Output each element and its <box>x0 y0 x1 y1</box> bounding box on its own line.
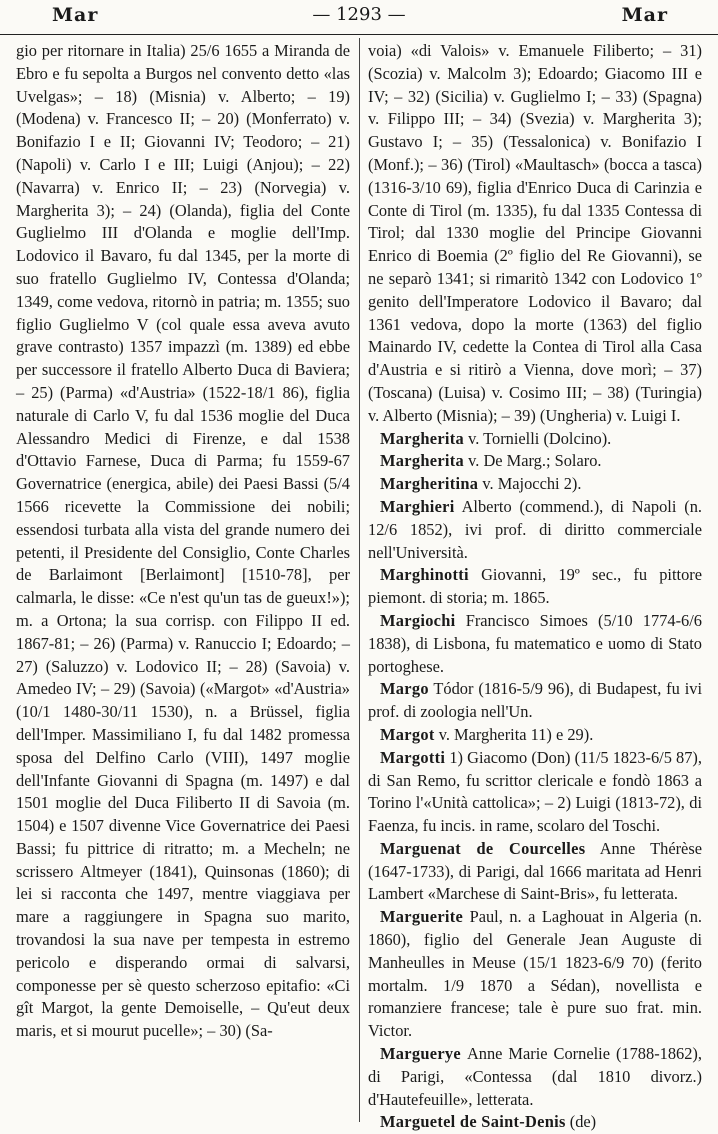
dictionary-entry <box>368 496 702 564</box>
entry-text: Paul, n. a Laghouat in Algeria (n. 1860), figlio del Generale Jean Auguste di Manheulles in Meuse (15/1 1823-6/9 70) (ferito mortalm. 1/9 1870 a Sédan), novellista e romanziere francese; tale è pure suo frat. min. Victor. <box>368 907 702 1041</box>
entry-text: v. Margherita 11) e 29). <box>434 724 594 744</box>
entry-text: Alberto (commend.), di Napoli (n. 12/6 1852), ivi prof. di diritto commerciale nell'Università. <box>368 496 702 562</box>
entry-headword: Margueryе <box>380 1044 461 1064</box>
entry-text: Giovanni, 19º sec., fu pittore piemont. di storia; m. 1865. <box>368 565 702 608</box>
dictionary-entry <box>368 1043 702 1111</box>
entry-headword: Marghieri <box>380 496 455 516</box>
entry-headword: Marguerite <box>380 907 464 927</box>
dictionary-entry <box>368 906 702 1043</box>
entry-headword: Marghinotti <box>380 565 469 585</box>
dictionary-entry <box>368 564 702 610</box>
right-column-continuation: voia) «di Valois» v. Emanuele Filiberto; – 31) (Scozia) v. Malcolm 3); Edoardo; Giacomo III e IV; – 32) (Sicilia) v. Guglielmo I; – 33) (Spagna) v. Filippo III; – 34) (Svezia) v. Margherita 3); Gustavo I; – 35) (Tessalonica) v. Bonifazio I (Monf.); – 36) (Tirol) «Maultasch» (bocca a tasca) (1316-3/10 69), figlia d'Enrico Duca di Carinzia e Conte di Tirol (m. 1335), fu dal 1335 Contessa di Tirol; dal 1330 moglie del Principe Giovanni Enrico di Boemia (2º figlio del Re Giovanni), se ne separò 1341; si rimaritò 1342 con Lodovico 1º genito dell'Imperatore Lodovico il Bavaro; dal 1361 vedova, dopo la morte (1363) del figlio Mainardo IV, cedette la Contea di Tirol alla Casa d'Austria e si ritirò a Vienna, dove morì; – 37) (Toscana) (Luisa) v. Cosimo III; – 38) (Turingia) v. Alberto (Misnia); – 39) (Ungheria) v. Luigi I. <box>368 41 702 425</box>
entry-text: Anne Marie Cornelie (1788-1862), di Parigi, «Contessa (dal 1810 divorz.) d'Hautefeuille», letterata. <box>368 1044 702 1109</box>
dictionary-entry <box>368 473 702 496</box>
entry-text: (de) <box>565 1112 597 1132</box>
left-column-text: gio per ritornare in Italia) 25/6 1655 a Miranda de Ebro e fu sepolta a Burgos nel convento detto «las Uvelgas»; – 18) (Misnia) v. Alberto; – 19) (Modena) v. Francesco II; – 20) (Monferrato) v. Bonifazio I e II; Giovanni IV; Teodoro; – 21) (Napoli) v. Carlo I e III; Luigi (Anjou); – 22) (Navarra) v. Enrico II; – 23) (Norvegia) v. Margherita 3); – 24) (Olanda), figlia del Conte Guglielmo III d'Olanda e moglie dell'Imp. Lodovico il Bavaro, fu dal 1345, per la morte di suo fratello Guglielmo IV, Contessa d'Olanda; 1349, come vedova, ritornò in patria; m. 1355; suo figlio Guglielmo V (col quale essa aveva avuto grave contrasto) 1357 impazzì (m. 1389) ed ebbe per successore il fratello Alberto Duca di Baviera; – 25) (Parma) «d'Austria» (1522-18/1 86), figlia naturale di Carlo V, fu dal 1536 moglie del Duca Alessandro Medici di Firenze, e dal 1538 d'Ottavio Farnese, Duca di Parma; fu 1559-67 Governatrice (energica, abile) dei Paesi Bassi (5/4 1566 ricevette la Commissione dei nobili; essendosi turbata alla vista del grande numero dei petenti, il Presidente del Consiglio, Conte Charles de Barlaimont [Berlaimont] [1510-78], per calmarla, le disse: «Ce n'est qu'un tas de gueux!»); m. a Ortona; la sua corrisp. con Filippo II ed. 1867-81; – 26) (Parma) v. Ranuccio I; Edoardo; – 27) (Saluzzo) v. Lodovico II; – 28) (Savoia) v. Amedeo IV; – 29) (Savoia) («Margot» «d'Austria» (10/1 1480-30/11 1530), n. a Brüssel, figlia dell'Imper. Massimiliano I, fu dal 1482 promessa sposa del Delfino Carlo (VIII), 1497 moglie dell'Infante Giovanni di Spagna (m. 1497) e dal 1501 moglie del Duca Filiberto II di Savoia (m. 1504) e 1507 divenne Vice Governatrice dei Paesi Bassi; fu pittrice di ritratto; m. a Mecheln; ne scrissero Altmeyer (1841), Quinsonas (1860); di lei si racconta che 1497, mentre viaggiava per mare a raggiungere in Spagna suo marito, trovandosi la sua nave per tempesta in estremo pericolo e disperando ormai di salvarsi, componesse per sè questo scherzoso epitafio: «Ci gît Margot, la gente Demoiselle, – Qu'eut deux maris, et si mourut pucelle»; – 30) (Sa- <box>16 41 350 1041</box>
page-number: — 1293 — <box>312 4 406 25</box>
entry-text: v. Tornielli (Dolcino). <box>464 428 612 448</box>
entry-text: Francisco Simoes (5/10 1774-6/6 1838), di Lisbona, fu matematico e uomo di Stato portoghese. <box>368 610 702 676</box>
dictionary-entry <box>368 838 702 906</box>
entry-headword: Margherita <box>380 428 465 448</box>
column-divider <box>359 38 360 1122</box>
entry-text: v. De Marg.; Solaro. <box>464 451 602 471</box>
header-left-guide-word: Mar <box>52 4 99 26</box>
entry-text: v. Majocchi 2). <box>478 474 582 494</box>
entry-list <box>368 428 702 1134</box>
dictionary-entry <box>368 610 702 678</box>
right-column <box>368 40 702 1132</box>
entry-headword: Marguenat de Courcelles <box>380 838 586 858</box>
page-header <box>0 0 718 35</box>
dictionary-entry <box>368 1111 702 1134</box>
entry-headword: Margotti <box>380 747 446 767</box>
dictionary-entry <box>368 724 702 747</box>
left-column <box>16 40 350 1120</box>
entry-headword: Margo <box>380 679 429 699</box>
dictionary-entry <box>368 428 702 451</box>
entry-text: 1) Giacomo (Don) (11/5 1823-6/5 87), di San Remo, fu scrittor clericale e fondò 1863 a Torino l'«Unità cattolica»; – 2) Luigi (1813-72), di Faenza, fu incis. in rame, scolaro del Toschi. <box>368 747 702 836</box>
entry-headword: Margiochi <box>380 610 456 630</box>
header-right-guide-word: Mar <box>621 4 668 26</box>
entry-headword: Margherita <box>380 451 465 471</box>
entry-headword: Marguetel de Saint-Denis <box>380 1112 566 1132</box>
dictionary-entry <box>368 450 702 473</box>
entry-text: Tódor (1816-5/9 96), di Budapest, fu ivi prof. di zoologia nell'Un. <box>368 679 702 722</box>
entry-headword: Margheritina <box>380 474 479 494</box>
dictionary-entry <box>368 747 702 838</box>
entry-text: Anne Thérèse (1647-1733), di Parigi, dal 1666 maritata ad Henri Lambert «Marchese di Saint-Bris», fu letterata. <box>368 838 702 904</box>
entry-headword: Margot <box>380 724 435 744</box>
dictionary-entry <box>368 678 702 724</box>
